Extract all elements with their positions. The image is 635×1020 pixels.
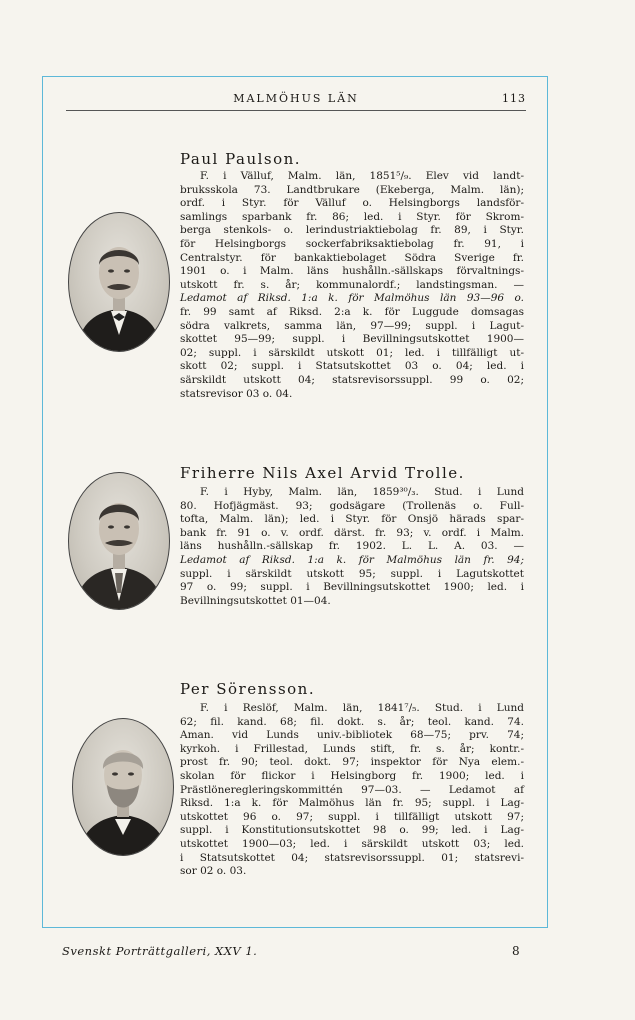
page-number: 113: [502, 92, 526, 105]
text-line: 1901 o. i Malm. läns hushålln.-sällskaps förvaltnings-: [180, 265, 524, 278]
text-line: tofta, Malm. län); led. i Styr. för Onsjö härads spar-: [180, 513, 524, 526]
text-line: berga stenkols- o. lerindustriaktiebolag fr. 89, i Styr.: [180, 224, 524, 237]
entry-body-paulson: [180, 170, 524, 401]
text-line: fr. 99 samt af Riksd. 2:a k. för Luggude domsagas: [180, 305, 524, 318]
text-line: F. i Hyby, Malm. län, 1859³⁰/₃. Stud. i Lund: [200, 486, 524, 498]
text-line: bruksskola 73. Landtbrukare (Ekeberga, Malm. län);: [180, 183, 524, 196]
footer-signature: 8: [512, 944, 520, 958]
text-line: F. i Reslöf, Malm. län, 1841⁷/₅. Stud. i Lund: [200, 702, 524, 714]
entry-body-sorensson: [180, 702, 524, 879]
text-line: skottet 95—99; suppl. i Bevillningsutskottet 1900—: [180, 333, 524, 346]
footer-title: Svenskt Porträttgalleri, XXV 1.: [62, 944, 258, 958]
text-line: Bevillningsutskottet 01—04.: [180, 594, 331, 607]
portrait-sorensson: [72, 718, 174, 856]
text-line: skolan för flickor i Helsingborg fr. 1900; led. i: [180, 769, 524, 782]
text-line: bank fr. 91 o. v. ordf. därst. fr. 93; v. ordf. i Malm.: [180, 526, 524, 539]
portrait-paulson-figure: [69, 213, 169, 351]
text-line: Riksd. 1:a k. för Malmöhus län fr. 95; suppl. i Lag-: [180, 797, 524, 810]
running-head: [66, 92, 526, 111]
text-line: suppl. i särskildt utskott 95; suppl. i Lagutskottet: [180, 567, 524, 580]
text-line: suppl. i Konstitutionsutskottet 98 o. 99; led. i Lag-: [180, 824, 524, 837]
portrait-paulson: [68, 212, 170, 352]
text-line: prost fr. 90; teol. dokt. 97; inspektor för Nya elem.-: [180, 756, 524, 769]
entry-body-trolle: [180, 486, 524, 608]
text-line: 80. Hofjägmäst. 93; godsägare (Trollenäs o. Full-: [180, 499, 524, 512]
text-line: ordf. i Styr. för Välluf o. Helsingborgs landsför-: [180, 197, 524, 210]
text-line: 62; fil. kand. 68; fil. dokt. s. år; teol. kand. 74.: [180, 715, 524, 728]
text-line: i Statsutskottet 04; statsrevisorssuppl. 01; statsrevi-: [180, 851, 524, 864]
text-line: utskottet 1900—03; led. i särskildt utskott 03; led.: [180, 837, 524, 850]
running-title: MALMÖHUS LÄN: [233, 92, 359, 105]
text-line: F. i Välluf, Malm. län, 1851⁵/₉. Elev vid landt-: [200, 170, 524, 182]
portrait-sorensson-figure: [73, 719, 173, 855]
portrait-trolle-figure: [69, 473, 169, 609]
text-line: läns hushålln.-sällskap fr. 1902. L. L. A. 03. —: [180, 540, 524, 553]
text-line: södra valkrets, samma län, 97—99; suppl. i Lagut-: [180, 319, 524, 332]
text-line: Ledamot af Riksd. 1:a k. för Malmöhus län fr. 94;: [180, 553, 524, 566]
text-line: sor 02 o. 03.: [180, 865, 247, 878]
text-line: Ledamot af Riksd. 1:a k. för Malmöhus län 93—96 o.: [180, 292, 524, 305]
text-line: för Helsingborgs sockerfabriksaktiebolag fr. 91, i: [180, 237, 524, 250]
text-line: Prästlöneregleringskommittén 97—03. — Ledamot af: [180, 783, 524, 796]
text-line: statsrevisor 03 o. 04.: [180, 387, 293, 400]
text-line: Centralstyr. för bankaktiebolaget Södra Sverige fr.: [180, 251, 524, 264]
text-line: kyrkoh. i Frillestad, Lunds stift, fr. s. år; kontr.-: [180, 742, 524, 755]
entry-name-sorensson: Per Sörensson.: [180, 680, 316, 698]
text-line: 02; suppl. i särskildt utskott 01; led. i tillfälligt ut-: [180, 346, 524, 359]
entry-name-trolle: Friherre Nils Axel Arvid Trolle.: [180, 464, 465, 482]
entry-name-paulson: Paul Paulson.: [180, 150, 302, 168]
text-line: 97 o. 99; suppl. i Bevillningsutskottet 1900; led. i: [180, 581, 524, 594]
text-line: utskottet 96 o. 97; suppl. i tillfälligt utskott 97;: [180, 810, 524, 823]
text-line: samlings sparbank fr. 86; led. i Styr. för Skrom-: [180, 210, 524, 223]
text-line: särskildt utskott 04; statsrevisorssuppl. 99 o. 02;: [180, 373, 524, 386]
text-line: Aman. vid Lunds univ.-bibliotek 68—75; prv. 74;: [180, 729, 524, 742]
text-line: utskott fr. s. år; kommunalordf.; landstingsman. —: [180, 278, 524, 291]
text-line: skott 02; suppl. i Statsutskottet 03 o. 04; led. i: [180, 360, 524, 373]
portrait-trolle: [68, 472, 170, 610]
